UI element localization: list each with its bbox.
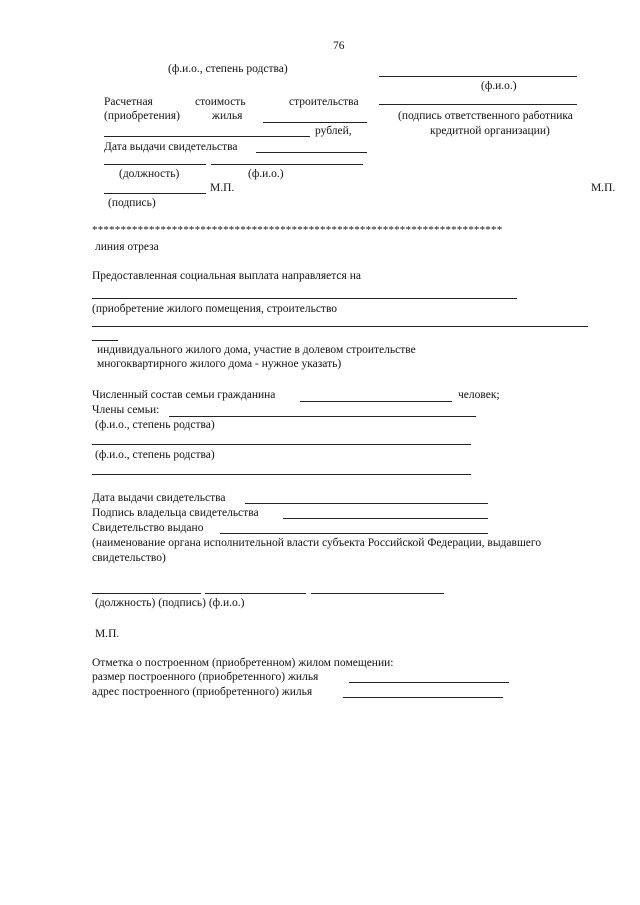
rubles-label: рублей, <box>315 125 352 137</box>
cost-word-4: (приобретения) <box>104 110 180 122</box>
official-position-line <box>92 593 201 594</box>
issue-date-label-top: Дата выдачи свидетельства <box>104 141 238 153</box>
mp-left: М.П. <box>210 182 235 194</box>
purpose-label-2: индивидуального жилого дома, участие в долевом строительстве <box>97 344 416 356</box>
family-count-label: Численный состав семьи гражданина <box>92 389 276 401</box>
issue-date-line <box>245 503 488 504</box>
cut-stars: ************************************************************************ <box>92 224 503 236</box>
family-line-3 <box>92 474 471 475</box>
purpose-label-1: (приобретение жилого помещения, строительство <box>92 303 338 315</box>
address-line <box>343 697 503 698</box>
authority-label-1: (наименование органа исполнительной власти субъекта Российской Федерации, выдавшего <box>92 537 542 549</box>
issue-date-line-top <box>256 152 367 153</box>
position-sig-fio-label: (должность) (подпись) (ф.и.о.) <box>95 597 245 609</box>
issued-by-label: Свидетельство выдано <box>92 522 204 534</box>
purpose-line-2 <box>92 326 588 327</box>
fio-right-line <box>379 76 577 77</box>
owner-signature-line <box>283 518 488 519</box>
cost-word-2: стоимость <box>195 96 246 108</box>
cost-line-a <box>263 122 367 123</box>
cost-word-5: жилья <box>212 110 243 122</box>
cut-line-label: линия отреза <box>95 241 159 253</box>
size-label: размер построенного (приобретенного) жилья <box>92 671 319 683</box>
purpose-line-1 <box>92 298 517 299</box>
fio-right-label: (ф.и.о.) <box>481 80 517 92</box>
mark-title: Отметка о построенном (приобретенном) жилом помещении: <box>92 657 394 669</box>
signature-line <box>104 193 206 194</box>
position-line <box>104 164 206 165</box>
signer-label-1: (подпись ответственного работника <box>398 110 573 122</box>
cost-word-3: строительства <box>289 96 359 108</box>
family-count-line <box>300 401 452 402</box>
address-label: адрес построенного (приобретенного) жилья <box>92 686 313 698</box>
fio-line <box>211 164 363 165</box>
issued-by-line <box>220 533 488 534</box>
fio-relation-1: (ф.и.о., степень родства) <box>95 419 215 431</box>
family-members-line <box>169 416 476 417</box>
signer-label-2: кредитной организации) <box>430 125 550 137</box>
page-number: 76 <box>333 40 345 52</box>
official-signature-line <box>205 593 306 594</box>
family-line-2 <box>92 444 471 445</box>
persons-label: человек; <box>458 389 500 401</box>
position-label: (должность) <box>119 168 180 180</box>
authority-label-2: свидетельство) <box>92 552 166 564</box>
issue-date-label: Дата выдачи свидетельства <box>92 492 226 504</box>
official-fio-line <box>311 593 444 594</box>
stub-mp: М.П. <box>95 628 120 640</box>
family-members-label: Члены семьи: <box>92 404 160 416</box>
owner-signature-label: Подпись владельца свидетельства <box>92 507 259 519</box>
fio-label-top: (ф.и.о.) <box>248 168 284 180</box>
signature-label: (подпись) <box>108 197 156 209</box>
size-line <box>349 682 509 683</box>
payment-direction: Предоставленная социальная выплата направляется на <box>92 270 361 282</box>
purpose-line-3 <box>92 340 118 341</box>
purpose-label-3: многоквартирного жилого дома - нужное указать) <box>97 358 342 370</box>
cost-word-1: Расчетная <box>104 96 153 108</box>
cost-line-b <box>104 136 310 137</box>
mp-right: М.П. <box>591 182 616 194</box>
fio-relation-top: (ф.и.о., степень родства) <box>168 63 288 75</box>
fio-relation-2: (ф.и.о., степень родства) <box>95 449 215 461</box>
signer-line <box>379 104 577 105</box>
